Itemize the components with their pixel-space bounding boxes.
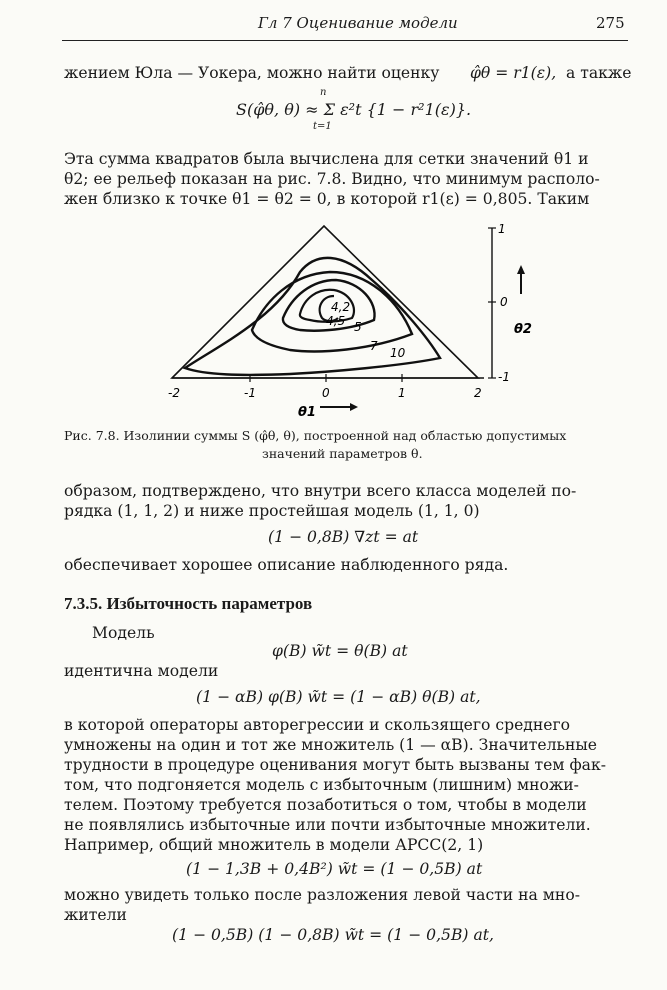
running-title: Гл 7 Оценивание модели	[258, 14, 458, 32]
para2-line1: образом, подтверждено, что внутри всего класса моделей по-	[64, 482, 577, 500]
intro-line-end: а также	[566, 64, 632, 82]
figure-caption-line2: значений параметров θ.	[262, 446, 423, 461]
section-body-line: Например, общий множитель в модели АРСС(2, 1)	[64, 836, 484, 854]
intro-formula: S(φ̂θ, θ) ≈ Σ ε²t {1 − r²1(ε)}.	[236, 100, 472, 119]
admissible-region-triangle	[172, 226, 478, 378]
x-tick-label: -2	[168, 386, 180, 400]
sum-top-limit: n	[320, 87, 327, 98]
intro-text: жением Юла — Уокера, можно найти оценку	[64, 64, 440, 82]
section-formula3: (1 − 1,3B + 0,4B²) w̃t = (1 − 0,5B) at	[186, 860, 483, 878]
para1-line3: жен близко к точке θ1 = θ2 = 0, в которой r1(ε) = 0,805. Таким	[64, 190, 590, 208]
after-line2: жители	[64, 906, 127, 924]
intro-inline-formula: φ̂θ = r1(ε),	[470, 64, 557, 82]
x-axis-label: θ1	[298, 405, 316, 420]
section-body-line: трудности в процедуре оценивания могут быть вызваны тем фак-	[64, 756, 606, 774]
section-body-line: том, что подгоняется модель с избыточным (лишним) множи-	[64, 776, 579, 794]
section-formula4: (1 − 0,5B) (1 − 0,8B) w̃t = (1 − 0,5B) at,	[172, 926, 494, 944]
para1-line1: Эта сумма квадратов была вычислена для сетки значений θ1 и	[64, 150, 589, 168]
identical-line: идентична модели	[64, 662, 219, 680]
para2-line3: обеспечивает хорошее описание наблюденного ряда.	[64, 556, 509, 574]
contour-label-4-5: 4,5	[326, 314, 346, 328]
section-title: 7.3.5. Избыточность параметров	[64, 594, 313, 613]
x-tick-label: -1	[244, 386, 256, 400]
para2-formula: (1 − 0,8B) ∇zt = at	[268, 528, 419, 546]
section-formula2: (1 − αB) φ(B) w̃t = (1 − αB) θ(B) at,	[196, 688, 481, 706]
section-body-line: не появлялись избыточные или почти избыточные множители.	[64, 816, 591, 834]
para1-line2: θ2; ее рельеф показан на рис. 7.8. Видно, что минимум располо-	[64, 170, 600, 188]
section-body-line: умножены на один и тот же множитель (1 — αB). Значительные	[64, 736, 598, 754]
section-formula1: φ(B) w̃t = θ(B) at	[272, 642, 408, 660]
contour-label-10: 10	[390, 346, 406, 360]
sum-bottom-limit: t=1	[313, 121, 332, 132]
para2-line2: рядка (1, 1, 2) и ниже простейшая модель (1, 1, 0)	[64, 502, 480, 520]
intro-line	[64, 64, 439, 82]
contour-label-5: 5	[354, 320, 362, 334]
contour-label-7: 7	[370, 339, 378, 353]
x-tick-label: 0	[322, 386, 330, 400]
section-body-line: в которой операторы авторегрессии и скользящего среднего	[64, 716, 571, 734]
y-tick-label: 0	[500, 295, 508, 309]
header-rule	[62, 40, 628, 41]
model-word: Модель	[92, 624, 155, 642]
x-tick-label: 2	[474, 386, 482, 400]
contour-figure	[0, 215, 667, 435]
after-line1: можно увидеть только после разложения левой части на мно-	[64, 886, 580, 904]
contour-label-4-2: 4,2	[331, 300, 351, 314]
y-tick-label: -1	[498, 370, 510, 384]
y-tick-label: 1	[498, 222, 506, 236]
figure-caption-line1: Рис. 7.8. Изолинии суммы S (φ̂θ, θ), построенной над областью допустимых	[64, 428, 567, 443]
y-axis-label: θ2	[514, 322, 532, 337]
x-tick-label: 1	[398, 386, 406, 400]
section-body-line: телем. Поэтому требуется позаботиться о том, чтобы в модели	[64, 796, 587, 814]
page-number: 275	[596, 14, 625, 32]
